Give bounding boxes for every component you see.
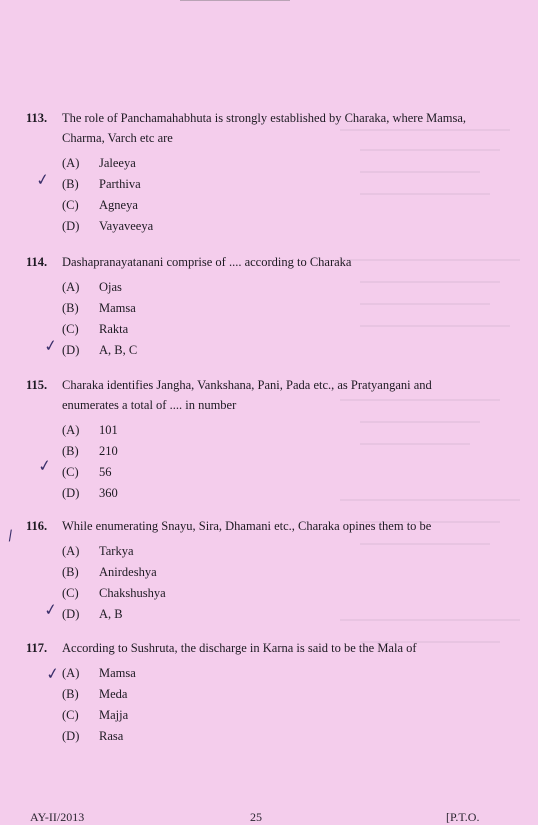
option-d <box>26 725 478 746</box>
question-116 <box>26 516 478 624</box>
question-number: 116. <box>26 519 48 533</box>
option-text: Majja <box>99 707 129 722</box>
option-a <box>26 662 478 683</box>
option-text: Jaleeya <box>99 155 136 170</box>
option-d <box>26 339 478 360</box>
pen-tick-icon: ✓ <box>42 599 59 620</box>
option-c <box>26 704 478 725</box>
option-a <box>26 276 478 297</box>
option-b <box>26 683 478 704</box>
option-text: Vayaveeya <box>99 218 154 233</box>
option-a <box>26 419 478 440</box>
option-a <box>26 540 478 561</box>
question-117 <box>26 638 478 746</box>
option-text: Mamsa <box>99 300 136 315</box>
question-number: 117. <box>26 641 48 655</box>
question-115 <box>26 375 478 503</box>
pen-tick-icon: ✓ <box>34 169 51 190</box>
pen-slash-mark-icon: / <box>6 527 14 545</box>
option-text: A, B <box>99 606 123 621</box>
option-c <box>26 461 478 482</box>
option-text: A, B, C <box>99 342 138 357</box>
option-letter: (C) <box>62 464 79 479</box>
option-b <box>26 440 478 461</box>
option-text: 360 <box>99 485 118 500</box>
pen-tick-icon: ✓ <box>42 335 59 356</box>
option-letter: (D) <box>62 485 80 500</box>
question-text: According to Sushruta, the discharge in Karna is said to be the Mala of <box>62 641 417 655</box>
option-letter: (B) <box>62 176 79 191</box>
option-letter: (B) <box>62 443 79 458</box>
option-text: Tarkya <box>99 543 134 558</box>
option-text: Meda <box>99 686 128 701</box>
option-text: Rakta <box>99 321 129 336</box>
question-number: 115. <box>26 378 48 392</box>
option-letter: (B) <box>62 686 79 701</box>
option-a <box>26 152 478 173</box>
option-text: Ojas <box>99 279 122 294</box>
option-c <box>26 318 478 339</box>
option-b <box>26 173 478 194</box>
option-b <box>26 561 478 582</box>
option-letter: (A) <box>62 422 80 437</box>
option-letter: (A) <box>62 543 80 558</box>
option-d <box>26 603 478 624</box>
option-text: Agneya <box>99 197 138 212</box>
pen-tick-icon: ✓ <box>44 663 61 684</box>
page-number: 25 <box>250 810 262 824</box>
option-text: Anirdeshya <box>99 564 157 579</box>
footer-code: AY-II/2013 <box>30 810 85 824</box>
option-d <box>26 215 478 236</box>
option-letter: (A) <box>62 155 80 170</box>
question-text: Dashapranayatanani comprise of .... according to Charaka <box>62 255 352 269</box>
top-rule <box>180 0 290 1</box>
option-c <box>26 194 478 215</box>
option-letter: (C) <box>62 707 79 722</box>
question-number: 113. <box>26 111 48 125</box>
option-letter: (B) <box>62 564 79 579</box>
option-letter: (C) <box>62 197 79 212</box>
question-113 <box>26 108 478 236</box>
option-c <box>26 582 478 603</box>
option-b <box>26 297 478 318</box>
option-text: Mamsa <box>99 665 136 680</box>
option-text: Rasa <box>99 728 124 743</box>
option-text: 56 <box>99 464 112 479</box>
option-letter: (C) <box>62 321 79 336</box>
question-text: Charaka identifies Jangha, Vankshana, Pani, Pada etc., as Pratyangani and enumerates a total of .... in number <box>62 378 432 412</box>
question-text: The role of Panchamahabhuta is strongly established by Charaka, where Mamsa, Charma, Varch etc are <box>62 111 467 145</box>
option-letter: (A) <box>62 279 80 294</box>
option-letter: (D) <box>62 728 80 743</box>
question-114 <box>26 252 478 360</box>
option-text: Parthiva <box>99 176 141 191</box>
question-number: 114. <box>26 255 48 269</box>
option-letter: (C) <box>62 585 79 600</box>
pen-tick-icon: ✓ <box>36 455 53 476</box>
option-text: Chakshushya <box>99 585 166 600</box>
option-d <box>26 482 478 503</box>
pto-mark: [P.T.O. <box>446 810 480 824</box>
option-text: 101 <box>99 422 118 437</box>
option-letter: (A) <box>62 665 80 680</box>
option-letter: (D) <box>62 606 80 621</box>
option-text: 210 <box>99 443 118 458</box>
option-letter: (D) <box>62 342 80 357</box>
option-letter: (B) <box>62 300 79 315</box>
question-text: While enumerating Snayu, Sira, Dhamani etc., Charaka opines them to be <box>62 519 432 533</box>
option-letter: (D) <box>62 218 80 233</box>
